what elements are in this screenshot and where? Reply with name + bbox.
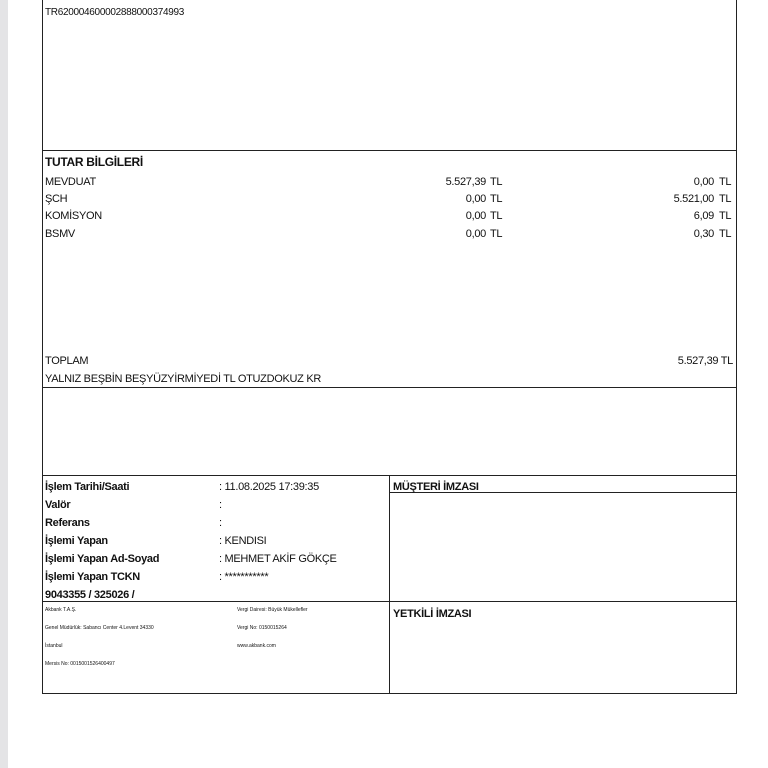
amount-row-value1: 0,00 (465, 193, 486, 205)
amount-row-currency2: TL (719, 210, 732, 222)
amount-row-label: MEVDUAT (45, 176, 96, 188)
transaction-field-value: : *********** (219, 571, 269, 583)
amount-row-value1: 0,00 (465, 228, 486, 240)
amount-row-value2: 0,00 (693, 176, 714, 188)
transaction-field-label: İşlemi Yapan (45, 535, 108, 547)
amount-row-value2: 6,09 (693, 210, 714, 222)
transaction-field-label: Referans (45, 517, 90, 529)
transaction-field-label: İşlem Tarihi/Saati (45, 481, 130, 493)
bank-name: Akbank T.A.Ş. (45, 607, 77, 613)
transaction-field-value: : (219, 499, 222, 511)
bank-city: İstanbul (45, 643, 63, 649)
branch-code: 9043355 / 325026 / (45, 589, 135, 601)
amount-in-words: YALNIZ BEŞBİN BEŞYÜZYİRMİYEDİ TL OTUZDOKUZ KR (45, 373, 322, 385)
iban-text: TR620004600002888000374993 (45, 7, 185, 18)
iban-box (42, 0, 737, 151)
details-divider (42, 601, 737, 602)
bank-website: www.akbank.com (237, 643, 276, 649)
page-edge (0, 0, 8, 768)
amount-row-value1: 5.527,39 (445, 176, 486, 188)
total-label: TOPLAM (45, 355, 89, 367)
amount-row-value1: 0,00 (465, 210, 486, 222)
bank-mersis: Mersis No: 0015001526400497 (45, 661, 115, 667)
amount-row-currency1: TL (490, 210, 503, 222)
blank-box (42, 387, 737, 476)
transaction-field-value: : KENDISI (219, 535, 267, 547)
bank-tax-office: Vergi Dairesi: Büyük Mükellefler (237, 607, 308, 613)
amount-row-value2: 5.521,00 (673, 193, 714, 205)
transaction-field-label: Valör (45, 499, 71, 511)
receipt-document (42, 0, 737, 693)
transaction-field-value: : (219, 517, 222, 529)
transaction-field-value: : MEHMET AKİF GÖKÇE (219, 553, 337, 565)
amount-row-label: KOMİSYON (45, 210, 102, 222)
amount-row-currency1: TL (490, 176, 503, 188)
amount-heading: TUTAR BİLGİLERİ (45, 155, 143, 169)
transaction-field-label: İşlemi Yapan Ad-Soyad (45, 553, 160, 565)
amount-row-label: BSMV (45, 228, 75, 240)
amount-row-currency1: TL (490, 228, 503, 240)
total-value: 5.527,39 TL (677, 355, 733, 367)
amount-box (42, 150, 737, 388)
authorized-signature-label: YETKİLİ İMZASI (393, 608, 472, 620)
customer-signature-label: MÜŞTERİ İMZASI (393, 481, 479, 493)
amount-row-currency2: TL (719, 176, 732, 188)
bank-tax-no: Vergi No: 0150015264 (237, 625, 287, 631)
transaction-field-value: : 11.08.2025 17:39:35 (219, 481, 319, 493)
amount-row-label: ŞCH (45, 193, 68, 205)
amount-row-currency2: TL (719, 228, 732, 240)
transaction-field-label: İşlemi Yapan TCKN (45, 571, 140, 583)
signature-divider (389, 475, 390, 694)
amount-row-value2: 0,30 (693, 228, 714, 240)
amount-row-currency2: TL (719, 193, 732, 205)
bank-address: Genel Müdürlük: Sabancı Center 4.Levent 34330 (45, 625, 154, 631)
amount-row-currency1: TL (490, 193, 503, 205)
